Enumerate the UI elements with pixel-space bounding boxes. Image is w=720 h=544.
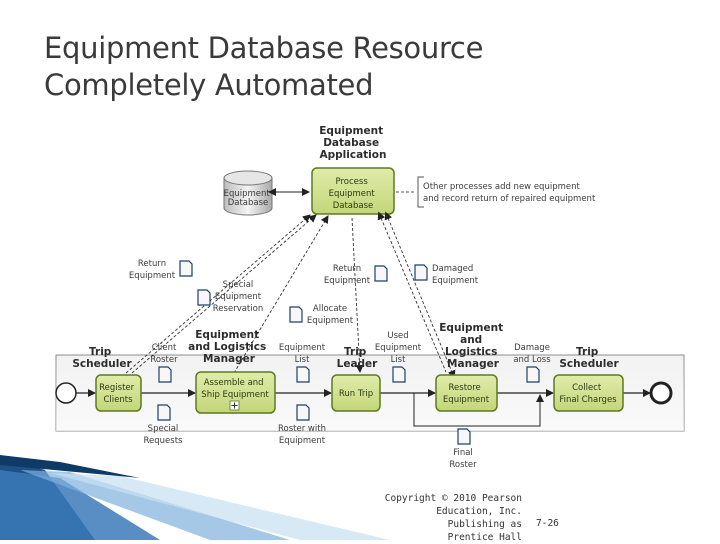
slide-title-line-2: Completely Automated <box>44 68 374 102</box>
doc-return-equipment-left <box>129 259 192 281</box>
copyright-line-2: Education, Inc. Publishing as <box>436 506 522 530</box>
document-icon <box>297 405 309 420</box>
doc-return-equipment-mid <box>324 264 387 286</box>
svg-text:ReturnEquipment: Return Equipment <box>128 259 176 281</box>
svg-text:Roster withEquipment: Roster with Equipment <box>278 424 326 446</box>
copyright-notice <box>376 492 522 544</box>
doc-final-roster <box>449 429 477 470</box>
svg-text:Assemble and Ship Equipm: Assemble and Ship Equipment <box>201 378 269 400</box>
svg-text:Register Clients: Register Clients <box>99 383 135 405</box>
svg-text:EquipmentList: Equipment List <box>278 343 326 365</box>
register-clients-activity[interactable] <box>96 375 141 411</box>
run-trip-activity[interactable] <box>332 375 380 411</box>
page-number: 7-26 <box>536 518 559 529</box>
equipment-database-cylinder <box>224 171 273 215</box>
document-icon <box>393 367 405 382</box>
svg-text:ClientRoster: Client Roster <box>150 343 178 365</box>
document-icon <box>198 290 210 305</box>
document-icon <box>290 307 302 322</box>
assemble-ship-equipment-activity[interactable] <box>196 372 275 413</box>
svg-text:DamagedEquipment: Damaged Equipment <box>432 264 479 286</box>
lane-trip-leader: Trip Leader <box>336 346 378 370</box>
collect-final-charges-activity[interactable] <box>554 375 623 411</box>
svg-text:Run Trip: Run Trip <box>338 389 374 399</box>
app-heading: Equipment Database Application <box>319 125 387 161</box>
slide-title-line-1: Equipment Database Resource <box>44 31 484 65</box>
restore-equipment-activity[interactable] <box>436 375 497 411</box>
document-icon <box>159 367 171 382</box>
lane-trip-scheduler-right: Trip Scheduler <box>559 346 619 370</box>
document-icon <box>297 367 309 382</box>
svg-text:Collect Final Charges: Collect Final Charges <box>559 383 617 405</box>
document-icon <box>375 266 387 281</box>
document-icon <box>180 261 192 276</box>
svg-text:AllocateEquipment: Allocate Equipment <box>306 304 354 326</box>
svg-text:ReturnEquipment: Return Equipment <box>323 264 371 286</box>
process-equipment-database-activity[interactable] <box>312 168 394 214</box>
svg-text:Damageand Loss: Damage and Loss <box>513 343 551 365</box>
svg-text:UsedEquipmentList: Used Equipment List <box>374 331 422 365</box>
doc-special-equipment-reservation <box>198 280 263 314</box>
other-processes-note: Other processes add new equipment and record return of repaired equipment <box>423 182 596 204</box>
start-event <box>56 383 76 403</box>
svg-text:FinalRoster: Final Roster <box>449 448 477 470</box>
doc-damaged-equipment <box>415 264 479 286</box>
svg-text:SpecialRequests: Special Requests <box>143 424 183 446</box>
end-event <box>651 383 671 403</box>
doc-allocate-equipment <box>290 304 354 326</box>
copyright-line-3: Prentice Hall <box>447 532 522 543</box>
lane-trip-scheduler-left: Trip Scheduler <box>72 346 132 370</box>
document-icon <box>415 265 427 280</box>
lane-logistics-right: Equipment and Logistics Manager <box>439 322 504 370</box>
svg-text:Process Equipment: Process Equipment Database <box>328 177 375 211</box>
lane-logistics-left: Equipment and Logistics Manager <box>188 329 267 365</box>
document-icon <box>458 429 470 444</box>
copyright-line-1: Copyright © 2010 Pearson <box>384 493 522 504</box>
document-icon <box>158 405 170 420</box>
decorative-streaks <box>0 455 390 540</box>
svg-text:Restore Equipment: Restore Equipment <box>442 383 490 405</box>
document-icon <box>527 367 539 382</box>
svg-text:SpecialEquipmentReservation: Special Equipment Reservation <box>212 280 264 314</box>
svg-text:Equipment Database: Equipment Database <box>223 189 270 208</box>
